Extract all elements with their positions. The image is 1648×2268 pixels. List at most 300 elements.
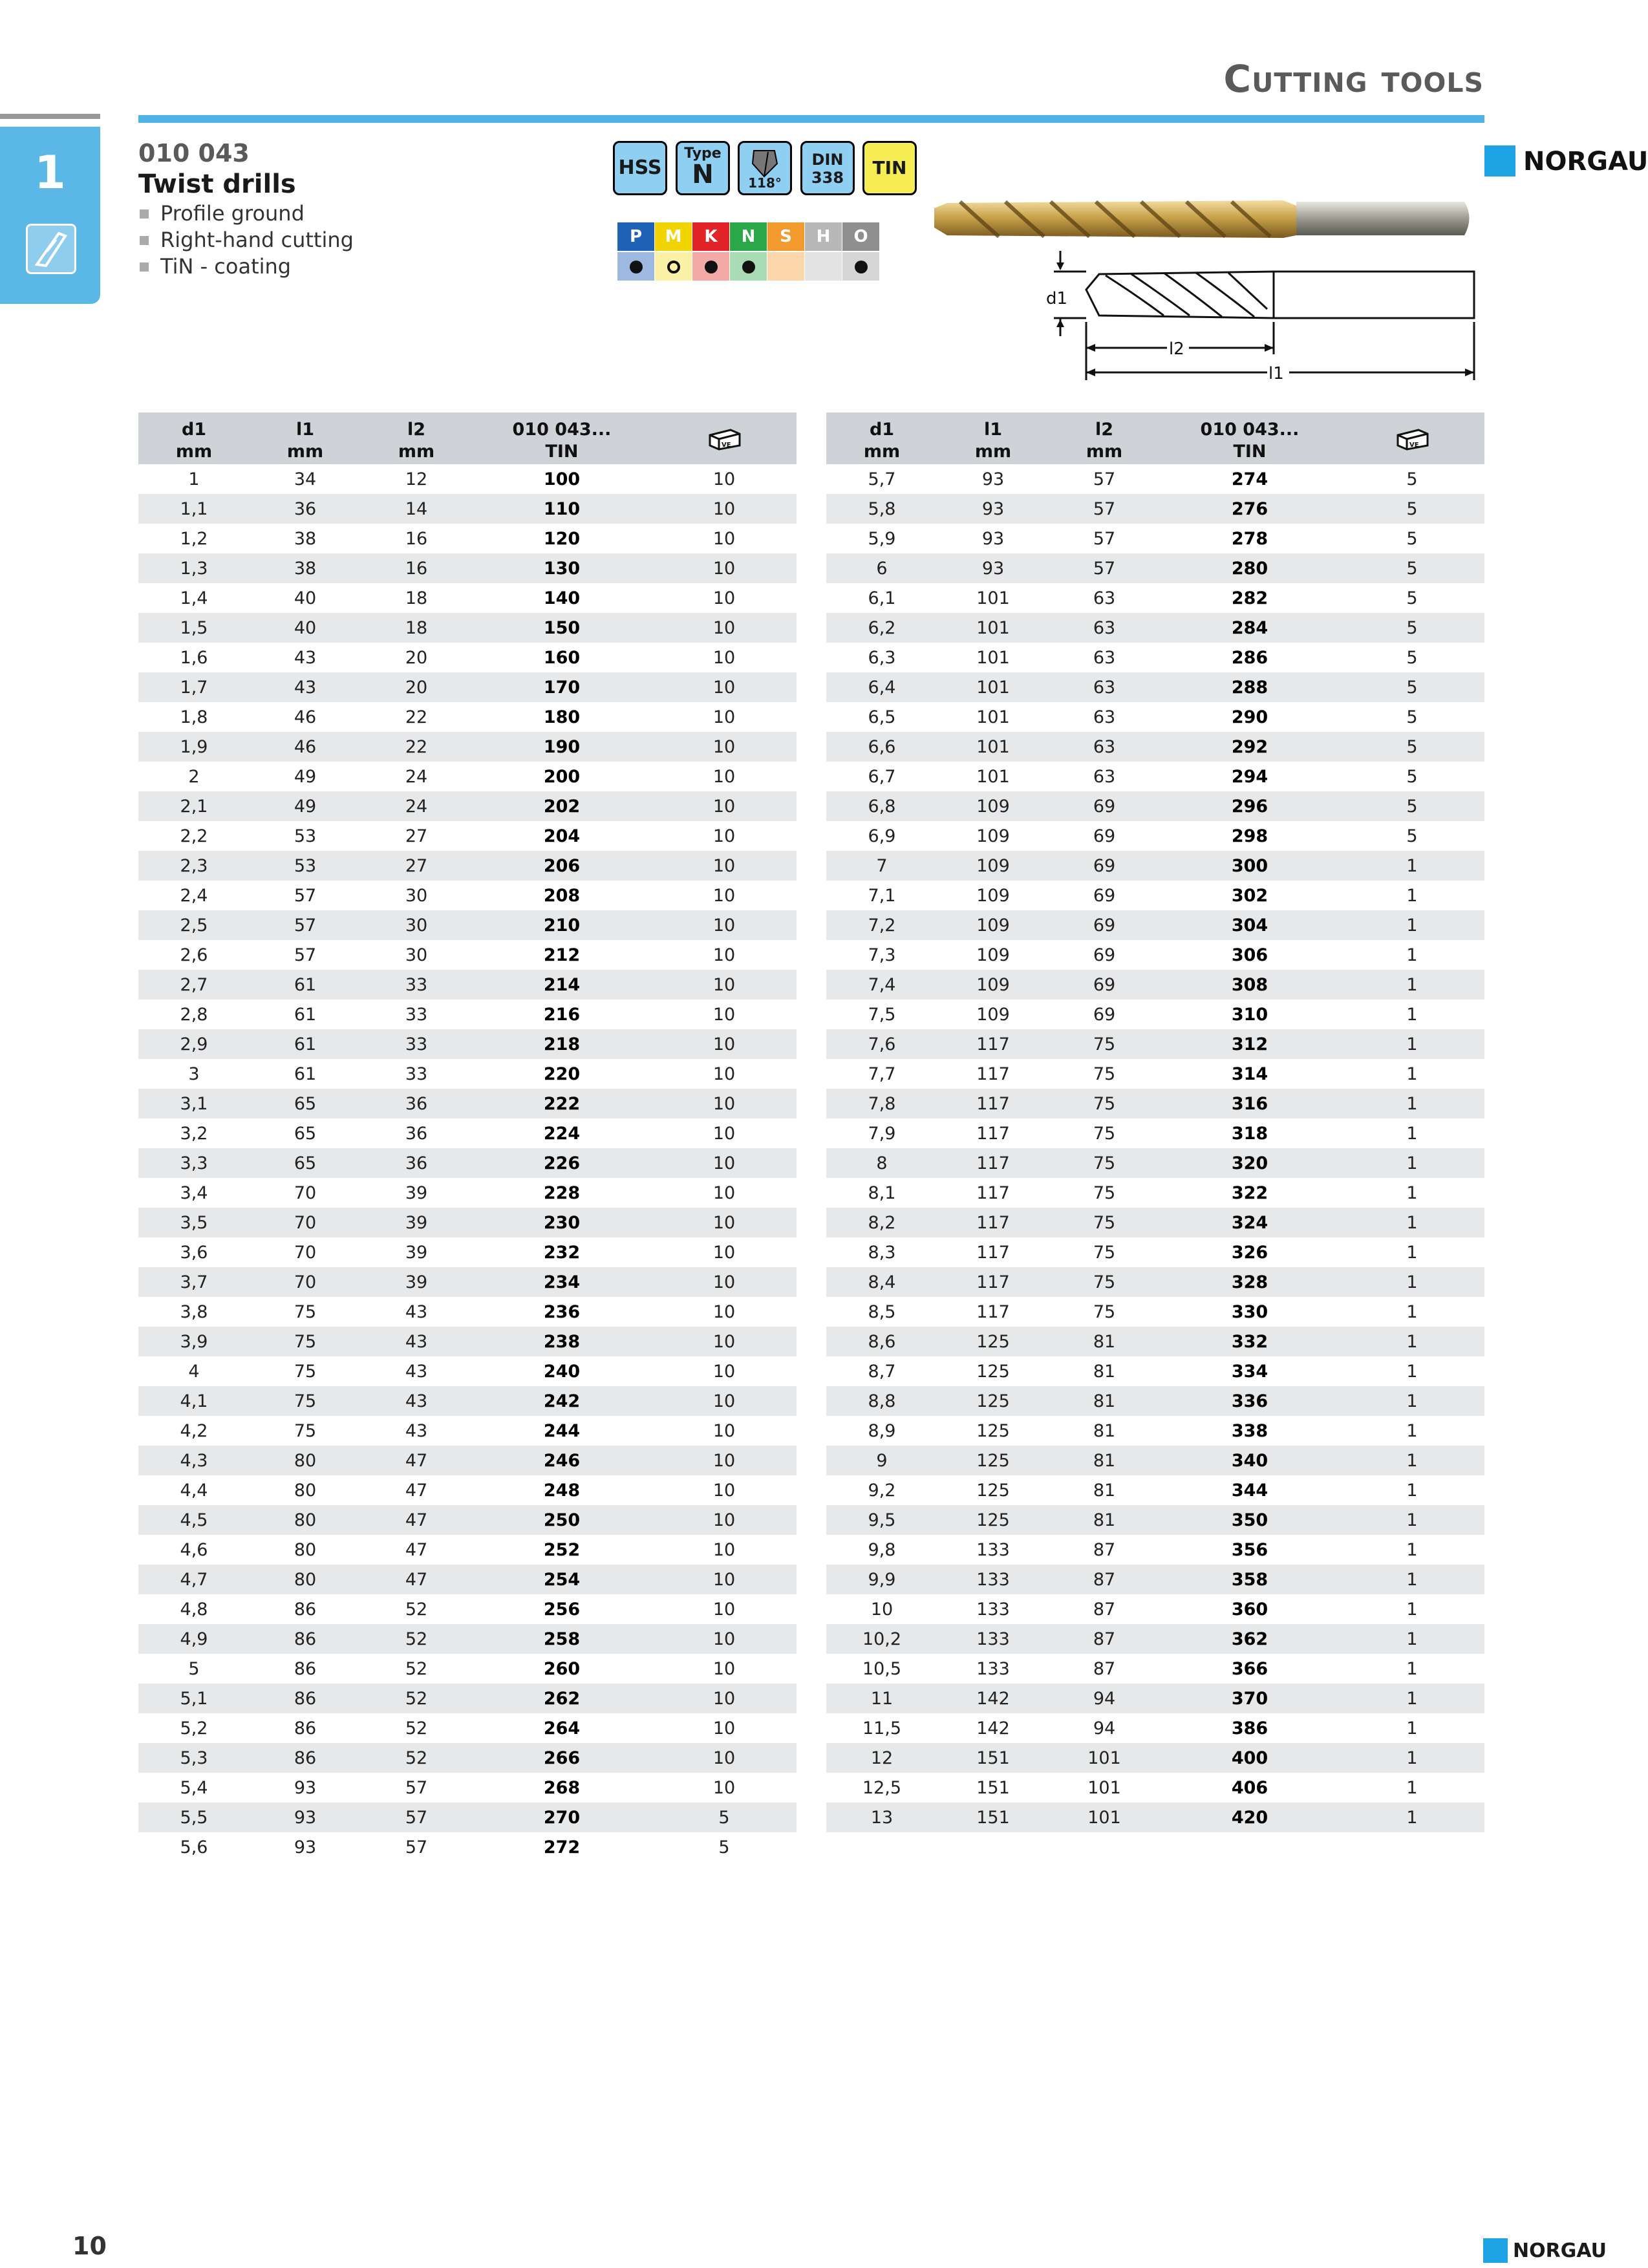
total-length-cell: 125 xyxy=(976,1420,1010,1441)
flute-length-cell: 12 xyxy=(405,469,428,489)
diameter-cell: 9,2 xyxy=(868,1480,896,1501)
pack-qty-cell: 1 xyxy=(1340,1327,1484,1356)
table-row xyxy=(826,732,1484,762)
pack-qty-cell: 5 xyxy=(1340,613,1484,643)
flute-length-cell: 22 xyxy=(405,707,428,727)
order-number-cell: 278 xyxy=(1231,528,1268,549)
table-row xyxy=(138,881,797,910)
total-length-cell: 80 xyxy=(294,1539,317,1560)
order-number-cell: 160 xyxy=(543,647,581,668)
diameter-cell: 1,5 xyxy=(138,613,250,643)
flute-length-cell: 101 xyxy=(1087,1777,1121,1798)
header-rule xyxy=(138,115,1484,123)
table-row xyxy=(138,732,797,762)
total-length-cell: 61 xyxy=(250,1029,361,1059)
total-length-cell: 117 xyxy=(976,1123,1010,1144)
chapter-tab[interactable] xyxy=(0,127,100,304)
table-row xyxy=(138,1356,797,1386)
pack-qty-cell: 1 xyxy=(1340,1089,1484,1118)
pack-qty-cell: 5 xyxy=(1406,588,1418,608)
pack-qty-cell: 10 xyxy=(652,553,797,583)
total-length-cell: 117 xyxy=(976,1301,1010,1322)
pack-qty-cell: 5 xyxy=(1406,707,1418,727)
flute-length-cell: 24 xyxy=(361,791,472,821)
pack-qty-cell: 1 xyxy=(1406,885,1418,906)
table-row xyxy=(826,1208,1484,1237)
table-row xyxy=(826,672,1484,702)
filled-dot-icon xyxy=(742,261,755,273)
pack-qty-cell: 10 xyxy=(712,1539,736,1560)
table-row xyxy=(138,1148,797,1178)
total-length-cell: 75 xyxy=(294,1301,317,1322)
order-number-cell: 292 xyxy=(1160,732,1340,762)
pack-qty-cell: 1 xyxy=(1406,1004,1418,1025)
diameter-cell: 10,5 xyxy=(862,1658,902,1679)
flute-length-cell: 52 xyxy=(361,1743,472,1773)
left-rule xyxy=(0,114,100,119)
flute-length-cell: 14 xyxy=(361,494,472,524)
pack-qty-cell: 10 xyxy=(712,885,736,906)
flute-length-cell: 87 xyxy=(1093,1599,1116,1620)
order-number-cell: 254 xyxy=(472,1565,652,1594)
diameter-cell: 3 xyxy=(188,1064,200,1084)
diameter-cell: 7,9 xyxy=(868,1123,896,1144)
flute-length-cell: 33 xyxy=(361,1029,472,1059)
table-row xyxy=(138,672,797,702)
total-length-cell: 40 xyxy=(250,613,361,643)
pack-qty-cell: 1 xyxy=(1340,1386,1484,1416)
diameter-cell: 6,1 xyxy=(868,588,896,608)
order-number-cell: 240 xyxy=(543,1361,581,1382)
flute-length-cell: 47 xyxy=(361,1505,472,1535)
flute-length-cell: 39 xyxy=(405,1182,428,1203)
total-length-cell: 53 xyxy=(250,851,361,881)
flute-length-cell: 69 xyxy=(1093,885,1116,906)
flute-length-cell: 36 xyxy=(361,1089,472,1118)
order-number-cell: 208 xyxy=(543,885,581,906)
table-row xyxy=(826,1684,1484,1713)
table-row xyxy=(826,613,1484,643)
pack-qty-cell: 10 xyxy=(712,469,736,489)
diameter-cell: 7 xyxy=(826,851,937,881)
total-length-cell: 133 xyxy=(976,1539,1010,1560)
total-length-cell: 57 xyxy=(294,945,317,965)
flute-length-cell: 52 xyxy=(405,1599,428,1620)
order-number-cell: 100 xyxy=(543,469,581,489)
table-row xyxy=(138,1713,797,1743)
flute-length-cell: 43 xyxy=(405,1420,428,1441)
pack-qty-cell: 10 xyxy=(712,1301,736,1322)
order-number-cell: 288 xyxy=(1160,672,1340,702)
order-number-cell: 264 xyxy=(543,1718,581,1738)
flute-length-cell: 47 xyxy=(361,1446,472,1475)
drill-tip-icon xyxy=(749,148,781,179)
total-length-cell: 93 xyxy=(981,469,1005,489)
pack-qty-cell: 1 xyxy=(1406,1064,1418,1084)
total-length-cell: 93 xyxy=(981,528,1005,549)
pack-qty-cell: 10 xyxy=(712,1361,736,1382)
flute-length-cell: 81 xyxy=(1093,1480,1116,1501)
pack-qty-cell: 1 xyxy=(1406,1599,1418,1620)
packaging-unit-icon xyxy=(705,426,744,451)
total-length-cell: 57 xyxy=(294,885,317,906)
column-header: l2 mm xyxy=(361,412,472,464)
table-row xyxy=(826,1743,1484,1773)
flute-length-cell: 47 xyxy=(361,1565,472,1594)
order-number-cell: 290 xyxy=(1231,707,1268,727)
flute-length-cell: 75 xyxy=(1049,1267,1160,1297)
diameter-cell: 5,1 xyxy=(138,1684,250,1713)
flute-length-cell: 63 xyxy=(1093,766,1116,787)
diameter-cell: 2,9 xyxy=(138,1029,250,1059)
table-row xyxy=(826,1118,1484,1148)
pack-qty-cell: 10 xyxy=(652,1386,797,1416)
diameter-cell: 6,5 xyxy=(868,707,896,727)
table-row xyxy=(138,1535,797,1565)
total-length-cell: 101 xyxy=(937,613,1049,643)
flute-length-cell: 75 xyxy=(1049,1089,1160,1118)
table-row xyxy=(138,1624,797,1654)
flute-length-cell: 75 xyxy=(1093,1123,1116,1144)
diameter-cell: 8,4 xyxy=(826,1267,937,1297)
diameter-cell: 1,6 xyxy=(180,647,208,668)
diameter-cell: 2,8 xyxy=(180,1004,208,1025)
total-length-cell: 75 xyxy=(294,1361,317,1382)
order-number-cell: 252 xyxy=(543,1539,581,1560)
order-number-cell: 400 xyxy=(1160,1743,1340,1773)
total-length-cell: 125 xyxy=(937,1386,1049,1416)
order-number-cell: 262 xyxy=(472,1684,652,1713)
total-length-cell: 61 xyxy=(250,970,361,1000)
pack-qty-cell: 10 xyxy=(712,528,736,549)
table-row xyxy=(138,1773,797,1803)
table-row xyxy=(826,1148,1484,1178)
hss-badge: HSS xyxy=(613,141,667,195)
order-number-cell: 206 xyxy=(472,851,652,881)
pack-qty-cell: 10 xyxy=(712,1599,736,1620)
table-row xyxy=(138,702,797,732)
total-length-cell: 93 xyxy=(937,553,1049,583)
pack-qty-cell: 5 xyxy=(1340,494,1484,524)
pack-qty-cell: 5 xyxy=(1340,553,1484,583)
pack-qty-cell: 1 xyxy=(1340,1743,1484,1773)
pack-qty-cell: 10 xyxy=(652,1565,797,1594)
table-row xyxy=(826,1713,1484,1743)
flute-length-cell: 69 xyxy=(1049,791,1160,821)
diameter-cell: 3,3 xyxy=(138,1148,250,1178)
diameter-cell: 8,8 xyxy=(826,1386,937,1416)
total-length-cell: 109 xyxy=(937,910,1049,940)
flute-length-cell: 47 xyxy=(405,1539,428,1560)
diameter-cell: 5 xyxy=(188,1658,200,1679)
table-row xyxy=(826,910,1484,940)
flute-length-cell: 63 xyxy=(1049,732,1160,762)
pack-qty-cell: 5 xyxy=(1406,528,1418,549)
order-number-cell: 234 xyxy=(472,1267,652,1297)
pack-qty-cell: 1 xyxy=(1406,1182,1418,1203)
feature-item: Profile ground xyxy=(138,200,354,227)
flute-length-cell: 94 xyxy=(1049,1684,1160,1713)
pack-qty-cell: 1 xyxy=(1340,1446,1484,1475)
total-length-cell: 61 xyxy=(294,1064,317,1084)
diameter-cell: 9,8 xyxy=(868,1539,896,1560)
total-length-cell: 70 xyxy=(250,1267,361,1297)
table-row xyxy=(826,1297,1484,1327)
total-length-cell: 93 xyxy=(937,494,1049,524)
flute-length-cell: 27 xyxy=(405,826,428,846)
table-row xyxy=(826,940,1484,970)
flute-length-cell: 43 xyxy=(361,1386,472,1416)
flute-length-cell: 69 xyxy=(1049,970,1160,1000)
order-number-cell: 370 xyxy=(1160,1684,1340,1713)
diameter-cell: 6,4 xyxy=(826,672,937,702)
flute-length-cell: 33 xyxy=(361,970,472,1000)
table-row xyxy=(826,1475,1484,1505)
table-row xyxy=(826,1267,1484,1297)
diameter-cell: 11 xyxy=(826,1684,937,1713)
drill-photo xyxy=(934,189,1474,247)
flute-length-cell: 24 xyxy=(405,766,428,787)
flute-length-cell: 20 xyxy=(361,672,472,702)
table-row xyxy=(826,643,1484,672)
total-length-cell: 151 xyxy=(937,1743,1049,1773)
pack-qty-cell: 10 xyxy=(652,613,797,643)
table-row xyxy=(826,464,1484,494)
order-number-cell: 282 xyxy=(1231,588,1268,608)
flute-length-cell: 75 xyxy=(1093,1064,1116,1084)
pack-qty-cell: 10 xyxy=(712,1420,736,1441)
diameter-cell: 4,8 xyxy=(180,1599,208,1620)
table-row xyxy=(138,1505,797,1535)
pack-qty-cell: 5 xyxy=(1340,791,1484,821)
flute-length-cell: 81 xyxy=(1049,1505,1160,1535)
pack-qty-cell: 10 xyxy=(652,672,797,702)
diameter-cell: 5,5 xyxy=(138,1803,250,1832)
order-number-cell: 210 xyxy=(472,910,652,940)
filled-dot-icon xyxy=(705,261,718,273)
table-row xyxy=(138,1297,797,1327)
total-length-cell: 125 xyxy=(937,1327,1049,1356)
pack-qty-cell: 5 xyxy=(652,1803,797,1832)
table-row xyxy=(138,970,797,1000)
order-number-cell: 232 xyxy=(543,1242,581,1263)
pack-qty-cell: 10 xyxy=(712,1777,736,1798)
flute-length-cell: 75 xyxy=(1049,1148,1160,1178)
total-length-cell: 125 xyxy=(976,1361,1010,1382)
diameter-cell: 6,3 xyxy=(868,647,896,668)
order-number-cell: 350 xyxy=(1160,1505,1340,1535)
diameter-cell: 6,2 xyxy=(826,613,937,643)
pack-qty-cell: 10 xyxy=(652,1446,797,1475)
diameter-cell: 1,8 xyxy=(180,707,208,727)
pack-qty-cell: 10 xyxy=(712,1004,736,1025)
total-length-cell: 86 xyxy=(294,1718,317,1738)
column-header: d1 mm xyxy=(138,412,250,464)
diameter-cell: 7,6 xyxy=(826,1029,937,1059)
flute-length-cell: 81 xyxy=(1093,1361,1116,1382)
total-length-cell: 53 xyxy=(294,826,317,846)
flute-length-cell: 57 xyxy=(1093,469,1116,489)
flute-length-cell: 16 xyxy=(405,528,428,549)
order-number-cell: 130 xyxy=(472,553,652,583)
diameter-cell: 3,5 xyxy=(138,1208,250,1237)
pack-qty-cell: 5 xyxy=(1406,647,1418,668)
column-header: d1 mm xyxy=(826,412,937,464)
dimension-table-left xyxy=(138,412,797,1862)
order-number-cell: 302 xyxy=(1231,885,1268,906)
bullet-icon xyxy=(140,236,149,245)
table-row xyxy=(826,762,1484,791)
column-header: l1 mm xyxy=(937,412,1049,464)
pack-qty-cell: 10 xyxy=(712,707,736,727)
pack-qty-cell: 10 xyxy=(652,1029,797,1059)
diameter-cell: 13 xyxy=(826,1803,937,1832)
table-row xyxy=(826,494,1484,524)
material-h-label: H xyxy=(805,222,842,251)
diameter-cell: 2,2 xyxy=(180,826,208,846)
order-number-cell: 366 xyxy=(1231,1658,1268,1679)
total-length-cell: 65 xyxy=(250,1148,361,1178)
total-length-cell: 43 xyxy=(250,672,361,702)
pack-qty-cell: 5 xyxy=(718,1837,730,1857)
diameter-cell: 3,4 xyxy=(180,1182,208,1203)
total-length-cell: 133 xyxy=(976,1658,1010,1679)
pack-qty-cell: 1 xyxy=(1340,1684,1484,1713)
order-number-cell: 222 xyxy=(472,1089,652,1118)
flute-length-cell: 43 xyxy=(405,1301,428,1322)
total-length-cell: 80 xyxy=(250,1446,361,1475)
diameter-cell: 11,5 xyxy=(862,1718,902,1738)
order-number-cell: 250 xyxy=(472,1505,652,1535)
total-length-cell: 117 xyxy=(937,1208,1049,1237)
pack-qty-cell: 1 xyxy=(1406,1718,1418,1738)
table-row xyxy=(138,1267,797,1297)
material-n-label: N xyxy=(730,222,767,251)
material-o-suitability xyxy=(842,252,879,281)
flute-length-cell: 43 xyxy=(405,1361,428,1382)
column-header xyxy=(652,412,797,464)
order-number-cell: 328 xyxy=(1160,1267,1340,1297)
total-length-cell: 38 xyxy=(294,528,317,549)
table-row xyxy=(138,613,797,643)
diameter-cell: 7,4 xyxy=(826,970,937,1000)
total-length-cell: 109 xyxy=(976,885,1010,906)
flute-length-cell: 101 xyxy=(1049,1743,1160,1773)
pack-qty-cell: 1 xyxy=(1406,1777,1418,1798)
flute-length-cell: 63 xyxy=(1093,647,1116,668)
order-number-cell: 386 xyxy=(1231,1718,1268,1738)
diameter-cell: 12 xyxy=(826,1743,937,1773)
table-row xyxy=(138,643,797,672)
diameter-cell: 10,2 xyxy=(826,1624,937,1654)
flute-length-cell: 81 xyxy=(1049,1386,1160,1416)
pack-qty-cell: 1 xyxy=(1340,1267,1484,1297)
flute-length-cell: 30 xyxy=(405,885,428,906)
total-length-cell: 109 xyxy=(937,791,1049,821)
diameter-cell: 8,2 xyxy=(826,1208,937,1237)
order-number-cell: 336 xyxy=(1160,1386,1340,1416)
table-row xyxy=(138,1565,797,1594)
diameter-cell: 8,5 xyxy=(868,1301,896,1322)
order-number-cell: 286 xyxy=(1231,647,1268,668)
pack-qty-cell: 10 xyxy=(712,588,736,608)
order-number-cell: 202 xyxy=(472,791,652,821)
l2-label: l2 xyxy=(1169,339,1184,359)
order-number-cell: 242 xyxy=(472,1386,652,1416)
drill-dimension-drawing xyxy=(1034,251,1481,383)
table-row xyxy=(138,524,797,553)
filled-dot-icon xyxy=(855,261,868,273)
flute-length-cell: 57 xyxy=(1093,528,1116,549)
table-row xyxy=(826,1356,1484,1386)
diameter-cell: 3,9 xyxy=(138,1327,250,1356)
diameter-cell: 2,6 xyxy=(180,945,208,965)
table-row xyxy=(826,1803,1484,1832)
order-number-cell: 326 xyxy=(1231,1242,1268,1263)
diameter-cell: 2,4 xyxy=(180,885,208,906)
coating-badge: TIN xyxy=(862,141,917,195)
total-length-cell: 117 xyxy=(937,1267,1049,1297)
flute-length-cell: 87 xyxy=(1049,1624,1160,1654)
flute-length-cell: 33 xyxy=(405,1064,428,1084)
order-number-cell: 268 xyxy=(543,1777,581,1798)
table-row xyxy=(138,1594,797,1624)
product-name: Twist drills xyxy=(138,169,296,199)
table-row xyxy=(826,1089,1484,1118)
diameter-cell: 1,2 xyxy=(180,528,208,549)
filled-dot-icon xyxy=(630,261,643,273)
diameter-cell: 2,1 xyxy=(138,791,250,821)
diameter-cell: 1,7 xyxy=(138,672,250,702)
diameter-cell: 7,3 xyxy=(868,945,896,965)
order-number-cell: 226 xyxy=(472,1148,652,1178)
order-number-cell: 284 xyxy=(1160,613,1340,643)
total-length-cell: 61 xyxy=(294,1004,317,1025)
pack-qty-cell: 1 xyxy=(1340,1029,1484,1059)
pack-qty-cell: 5 xyxy=(1406,469,1418,489)
flute-length-cell: 75 xyxy=(1093,1242,1116,1263)
table-row xyxy=(826,1386,1484,1416)
table-row xyxy=(138,1178,797,1208)
order-number-cell: 258 xyxy=(472,1624,652,1654)
order-number-cell: 358 xyxy=(1160,1565,1340,1594)
flute-length-cell: 69 xyxy=(1093,945,1116,965)
order-number-cell: 324 xyxy=(1160,1208,1340,1237)
total-length-cell: 49 xyxy=(250,791,361,821)
table-row xyxy=(138,940,797,970)
diameter-cell: 5,3 xyxy=(138,1743,250,1773)
table-row xyxy=(138,1803,797,1832)
order-number-cell: 330 xyxy=(1231,1301,1268,1322)
flute-length-cell: 75 xyxy=(1049,1208,1160,1237)
total-length-cell: 93 xyxy=(294,1777,317,1798)
order-number-cell: 190 xyxy=(472,732,652,762)
table-row xyxy=(826,1594,1484,1624)
flute-length-cell: 47 xyxy=(405,1480,428,1501)
order-number-cell: 246 xyxy=(472,1446,652,1475)
diameter-cell: 4,4 xyxy=(180,1480,208,1501)
table-row xyxy=(826,881,1484,910)
diameter-cell: 4,2 xyxy=(180,1420,208,1441)
table-row xyxy=(826,702,1484,732)
flute-length-cell: 43 xyxy=(361,1327,472,1356)
total-length-cell: 133 xyxy=(937,1565,1049,1594)
table-row xyxy=(826,1000,1484,1029)
table-row xyxy=(138,851,797,881)
material-k-label: K xyxy=(692,222,729,251)
section-title: Cutting tools xyxy=(1223,57,1484,101)
flute-length-cell: 39 xyxy=(405,1242,428,1263)
